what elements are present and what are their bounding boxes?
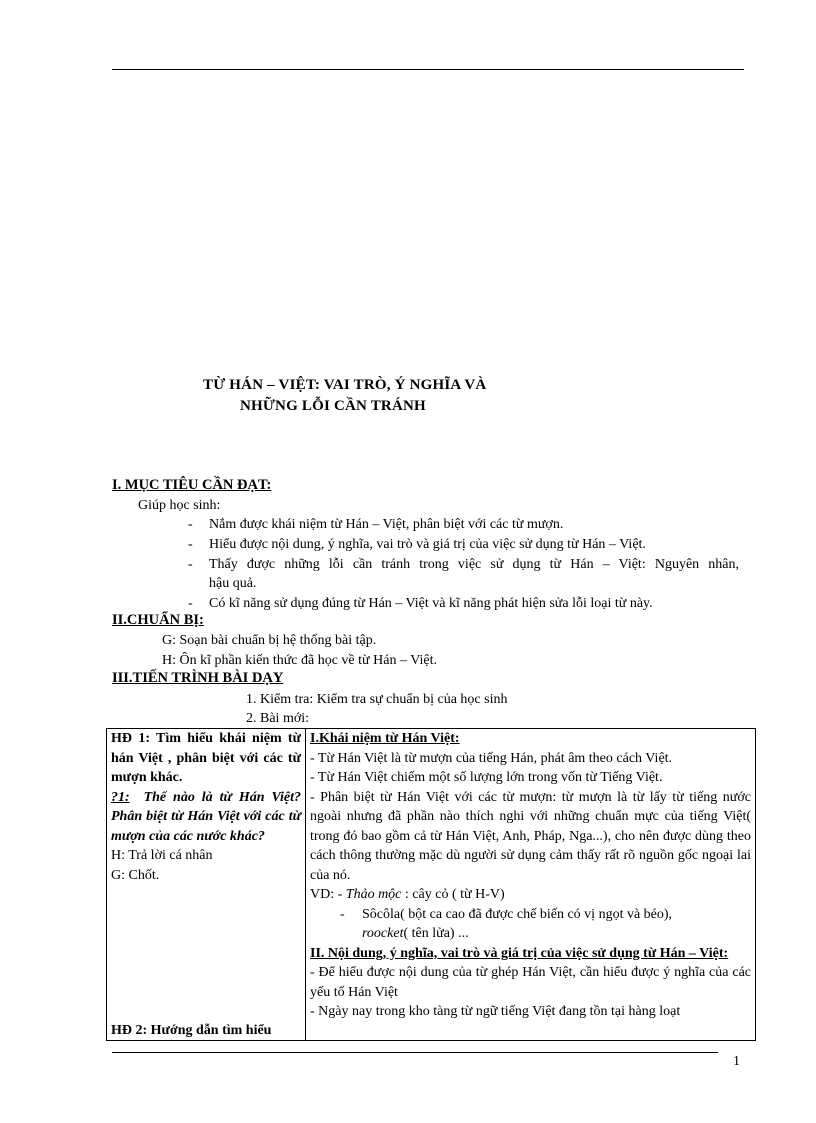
bullet-2: - Hiểu được nội dung, ý nghĩa, vai trò và giá trị của việc sử dụng từ Hán – Việt. xyxy=(188,537,646,552)
section-3-heading: III.TIẾN TRÌNH BÀI DẠY xyxy=(112,670,284,686)
content-p5: - Ngày nay trong kho tàng từ ngữ tiếng Việt đang tồn tại hàng loạt xyxy=(310,1004,681,1019)
example-2: - Sôcôla( bột ca cao đã được chế biến có vị ngọt và béo), roocket( tên lửa) ... xyxy=(340,906,673,941)
step-1: 1. Kiểm tra: Kiểm tra sự chuẩn bị của học sinh xyxy=(246,692,508,707)
page-number: 1 xyxy=(733,1054,740,1069)
content-heading-1: I.Khái niệm từ Hán Việt: xyxy=(310,731,460,746)
section-2-heading: II.CHUẨN BỊ: xyxy=(112,612,204,628)
content-heading-2: II. Nội dung, ý nghĩa, vai trò và giá trị của việc sử dụng từ Hán – Việt: xyxy=(310,945,729,961)
question-1-label: ?1: xyxy=(111,789,130,805)
section-1-intro: Giúp học sinh: xyxy=(138,498,221,513)
step-2: 2. Bài mới: xyxy=(246,711,310,726)
bullet-2-text: Hiểu được nội dung, ý nghĩa, vai trò và giá trị của việc sử dụng từ Hán – Việt. xyxy=(209,537,646,552)
lesson-table xyxy=(106,728,756,1041)
content-column xyxy=(306,729,756,1041)
activity-column xyxy=(107,729,306,1041)
bullet-3: - Thấy được những lỗi cần tránh trong việc sử dụng từ Hán – Việt: Nguyên nhân, xyxy=(188,557,739,572)
bullet-4-text: Có kĩ năng sử dụng đúng từ Hán – Việt và kĩ năng phát hiện sửa lỗi loại từ này. xyxy=(209,596,653,611)
example-1 xyxy=(310,885,751,905)
footer-rule xyxy=(112,1052,718,1053)
question-1-text: Thế nào là từ Hán Việt? Phân biệt từ Hán Việt với các từ mượn của các nước khác? xyxy=(111,789,302,844)
title-line-1: TỪ HÁN – VIỆT: VAI TRÒ, Ý NGHĨA VÀ xyxy=(203,377,487,393)
question-1 xyxy=(111,788,301,847)
activity-2-heading: HĐ 2: Hướng dẫn tìm hiểu xyxy=(111,1023,272,1038)
content-p2: - Từ Hán Việt chiếm một số lượng lớn trong vốn từ Tiếng Việt. xyxy=(310,770,663,785)
section-1-heading: I. MỤC TIÊU CẦN ĐẠT: xyxy=(112,477,272,493)
bullet-4: - Có kĩ năng sử dụng đúng từ Hán – Việt và kĩ năng phát hiện sửa lỗi loại từ này. xyxy=(188,596,653,611)
title-line-2: NHỮNG LỖI CẦN TRÁNH xyxy=(240,398,426,414)
prep-student: H: Ôn kĩ phần kiến thức đã học về từ Hán – Việt. xyxy=(162,653,437,668)
example-2-text: Sôcôla( bột ca cao đã được chế biến có vị ngọt và béo), xyxy=(362,906,673,922)
bullet-1-text: Nắm được khái niệm từ Hán – Việt, phân biệt với các từ mượn. xyxy=(209,517,564,532)
table-row xyxy=(107,729,756,1041)
prep-teacher: G: Soạn bài chuẩn bị hệ thống bài tập. xyxy=(162,633,377,648)
example-label: VD: - xyxy=(310,887,346,902)
student-task: H: Trả lời cá nhân xyxy=(111,848,213,863)
example-2-rest: ( tên lửa) ... xyxy=(403,926,469,941)
example-term-1: Thảo mộc xyxy=(345,887,402,902)
bullet-3-continuation: hậu quả. xyxy=(209,576,257,591)
activity-1-heading: HĐ 1: Tìm hiểu khái niệm từ hán Việt , phân biệt với các từ mượn khác. xyxy=(111,731,301,785)
example-1-rest: : cây cỏ ( từ H-V) xyxy=(401,887,505,902)
bullet-3-text: Thấy được những lỗi cần tránh trong việc sử dụng từ Hán – Việt: Nguyên nhân, xyxy=(209,557,739,572)
bullet-1: - Nắm được khái niệm từ Hán – Việt, phân biệt với các từ mượn. xyxy=(188,517,564,532)
teacher-task: G: Chốt. xyxy=(111,867,160,883)
content-p3: - Phân biệt từ Hán Việt với các từ mượn: từ mượn là từ lấy từ tiếng nước ngoài nhưng đã phần nào thích nghi với những chuẩn mực của tiếng Việt( trong đó bao gồm cả từ Hán Việt, Anh, Pháp, Nga...), cho nên được dùng theo cách thông thường mặc dù người sử dụng cảm thấy rất rõ nguồn gốc ngoại lai của nó. xyxy=(310,789,751,883)
example-term-2: roocket xyxy=(362,926,404,941)
content-p1: - Từ Hán Việt là từ mượn của tiếng Hán, phát âm theo cách Việt. xyxy=(310,750,673,766)
header-rule xyxy=(112,69,744,70)
content-p4: - Để hiểu được nội dung của từ ghép Hán Việt, cần hiểu được ý nghĩa của các yếu tố Hán Việt xyxy=(310,965,751,1000)
